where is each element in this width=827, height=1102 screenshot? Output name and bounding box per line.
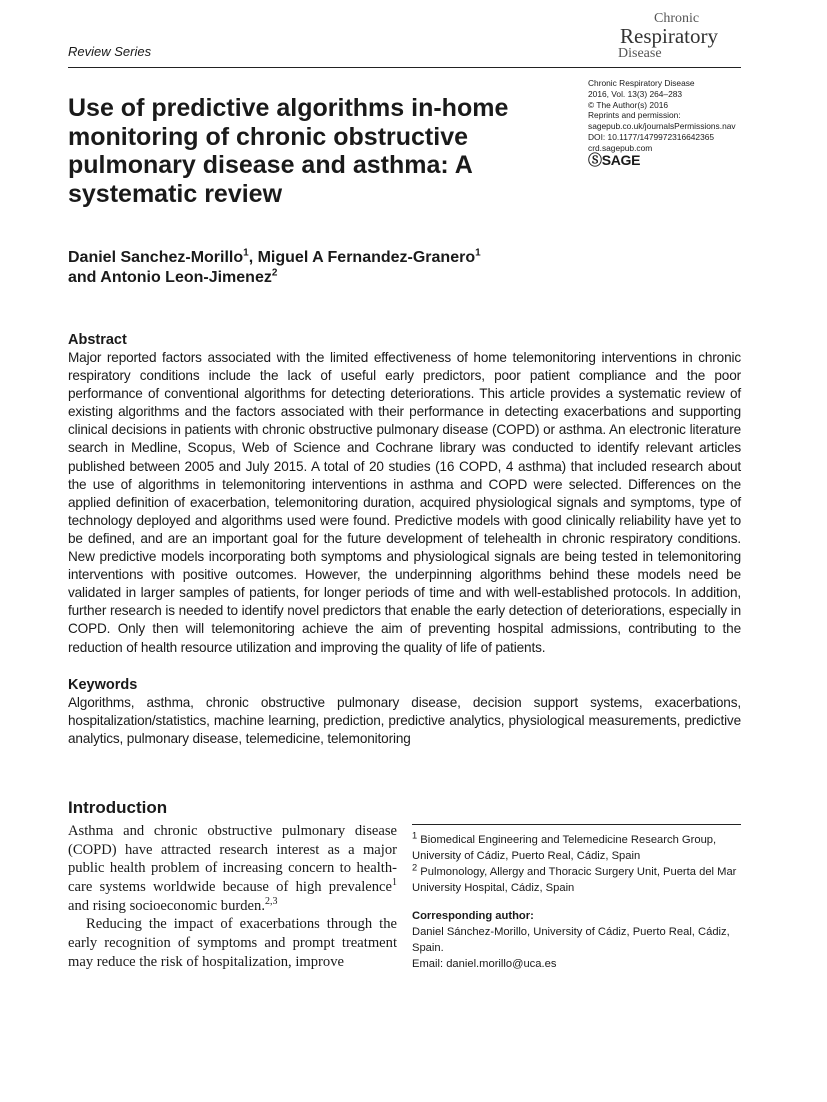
text: Asthma and chronic obstructive pulmonary disease (COPD) have attracted research interest as a major public health problem of increasing concern to health-care systems worldwide because of high prevalence (68, 822, 397, 895)
paragraph (68, 822, 397, 916)
meta-doi[interactable]: DOI: 10.1177/1479972316642365 (588, 131, 715, 142)
abstract-heading: Abstract (68, 332, 127, 348)
affiliation-ref: 2 (271, 267, 278, 279)
keywords-heading: Keywords (68, 676, 138, 693)
header-rule (68, 67, 741, 68)
corresponding-author: Daniel Sánchez-Morillo, University of Cádiz, Puerto Real, Cádiz, Spain. (412, 925, 730, 954)
footnotes (412, 832, 741, 972)
footnote-column (412, 822, 741, 972)
affiliation-2 (412, 864, 741, 896)
introduction-heading: Introduction (68, 797, 168, 817)
author: Daniel Sanchez-Morillo (68, 249, 244, 266)
journal-logo (612, 12, 742, 61)
footnote-number: 2 (412, 862, 418, 873)
corresponding-heading: Corresponding author: (412, 909, 534, 922)
logo-line: Respiratory (620, 24, 718, 48)
corresponding-email[interactable]: Email: daniel.morillo@uca.es (412, 957, 557, 970)
meta-volume: 2016, Vol. 13(3) 264–283 (588, 88, 683, 99)
keywords-section (68, 677, 741, 748)
two-column-section (68, 822, 741, 972)
affiliation-1 (412, 832, 741, 864)
paragraph: Reducing the impact of exacerbations through the early recognition of symptoms and prompt treatment may reduce the risk of hospitalization, improve (68, 916, 397, 970)
abstract-section (68, 332, 741, 657)
sage-text: SAGE (601, 151, 641, 168)
abstract-text: Major reported factors associated with the limited effectiveness of home telemonitoring interventions in chronic respiratory conditions include the lack of useful early predictors, poor patient compliance and the poor performance of conventional algorithms for detecting deteriorations. This article provides a systematic review of existing algorithms and the factors associated with their performance in detecting exacerbations and supporting clinical decisions in patients with chronic obstructive pulmonary disease (COPD) or asthma. An electronic literature search in Medline, Scopus, Web of Science and Cochrane library was conducted to identify relevant articles published between 2005 and July 2015. A total of 20 studies (16 COPD, 4 asthma) that included research about the use of algorithms in telemonitoring interventions in asthma and COPD were selected. Differences on the applied definition of exacerbation, telemonitoring duration, acquired physiological signals and symptoms, type of technology deployed and algorithms used were found. Predictive models with good clinically reliability have yet to be defined, and are an important goal for the future development of telehealth in chronic respiratory conditions. New predictive models incorporating both symptoms and physiological signals are being tested in telemonitoring interventions with positive outcomes. However, the underpinning algorithms behind these models need be validated in larger samples of patients, for longer periods of time and with well-established protocols. In addition, further research is needed to identify novel predictors that enable the early detection of deteriorations, especially in COPD. Only then will telemonitoring achieve the aim of preventing hospital admissions, contributing to the reduction of health resource utilization and improving the quality of life of patients. (68, 350, 741, 655)
meta-site-link[interactable]: crd.sagepub.com (588, 142, 653, 153)
author-list (68, 248, 741, 288)
logo-line: Chronic (654, 11, 700, 26)
logo-line: Disease (618, 46, 662, 61)
footnote-number: 1 (412, 830, 418, 841)
text: and rising socioeconomic burden. (68, 897, 265, 914)
author: and Antonio Leon-Jimenez (68, 269, 272, 286)
meta-reprints: Reprints and permission: (588, 110, 681, 121)
introduction-body (68, 822, 397, 972)
series-label: Review Series (68, 44, 152, 59)
text: Biomedical Engineering and Telemedicine Research Group, University of Cádiz, Puerto Real, Cádiz, Spain (412, 833, 717, 862)
text: Pulmonology, Allergy and Thoracic Surgery Unit, Puerta del Mar University Hospital, Cádiz, Spain (412, 865, 737, 894)
meta-copyright: © The Author(s) 2016 (588, 99, 669, 110)
author: , Miguel A Fernandez-Granero (248, 249, 476, 266)
article-body (68, 94, 741, 972)
meta-permissions-link[interactable]: sagepub.co.uk/journalsPermissions.nav (588, 121, 736, 132)
keywords-text: Algorithms, asthma, chronic obstructive pulmonary disease, decision support systems, exacerbations, hospitalization/statistics, machine learning, prediction, predictive analytics, physiological measurements, predictive analytics, pulmonary disease, telemedicine, telemonitoring (68, 694, 741, 746)
sage-icon: Ⓢ (588, 151, 602, 168)
citation[interactable]: 2,3 (264, 895, 278, 907)
article-title: Use of predictive algorithms in-home monitoring of chronic obstructive pulmonary disease and asthma: A systematic review (68, 94, 509, 208)
citation[interactable]: 1 (392, 877, 397, 889)
affiliation-ref: 1 (475, 247, 481, 259)
footnote-rule (412, 824, 741, 825)
affiliation-ref: 1 (243, 247, 249, 259)
meta-journal: Chronic Respiratory Disease (588, 78, 695, 88)
